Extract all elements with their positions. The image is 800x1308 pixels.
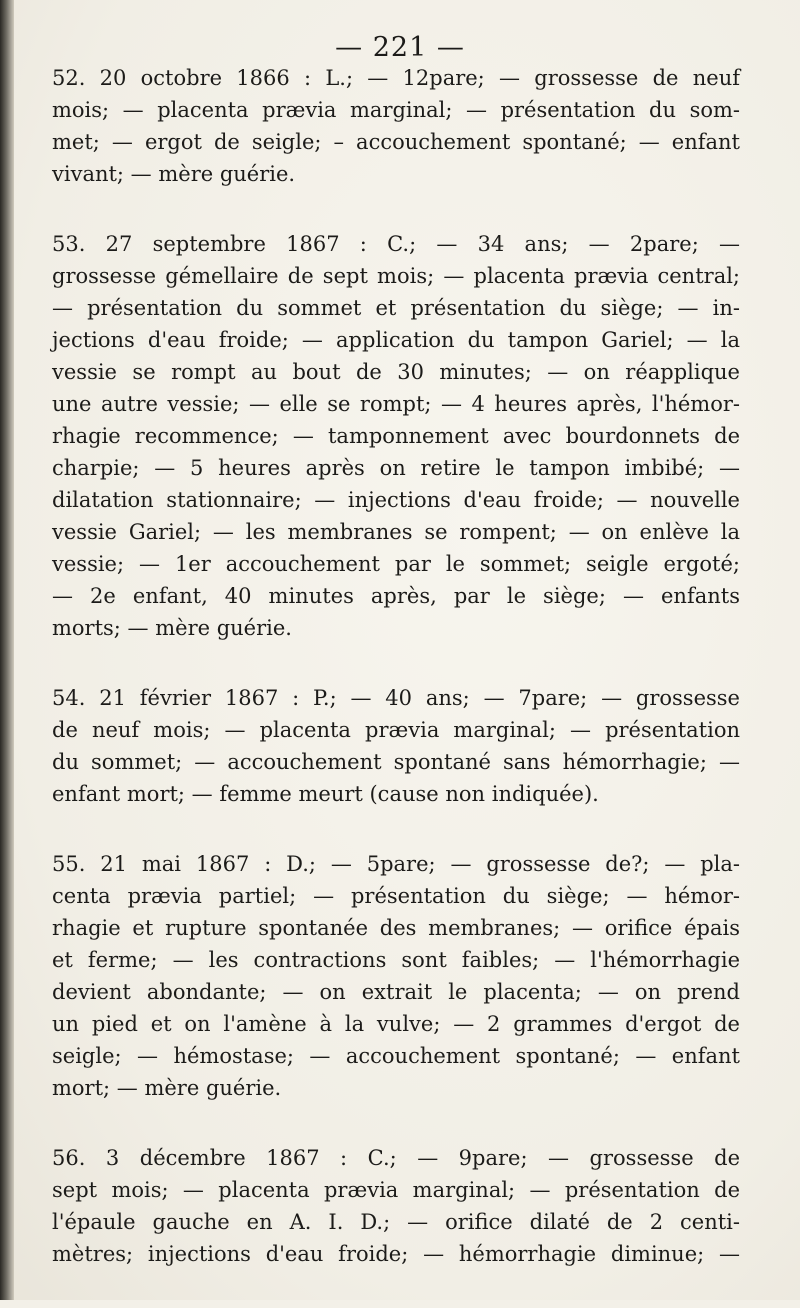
text-line: vessie Gariel; — les membranes se rompent; — on enlève la [52,520,740,544]
text-line: grossesse gémellaire de sept mois; — placenta prævia central; [52,264,740,288]
text-line: 52. 20 octobre 1866 : L.; — 12pare; — grossesse de neuf [52,66,740,90]
text-line: — présentation du sommet et présentation du siège; — in- [52,296,740,320]
text-line: 53. 27 septembre 1867 : C.; — 34 ans; — 2pare; — [52,232,740,256]
case-entry-55 [52,848,740,1104]
text-line: met; — ergot de seigle; – accouchement spontané; — enfant [52,130,740,154]
text-line: seigle; — hémostase; — accouchement spontané; — enfant [52,1044,740,1068]
page-binding-edge [0,0,14,1300]
text-line: morts; — mère guérie. [52,616,292,640]
text-line: mètres; injections d'eau froide; — hémorrhagie diminue; — [52,1242,740,1266]
text-line: mois; — placenta prævia marginal; — présentation du som- [52,98,740,122]
text-line: un pied et on l'amène à la vulve; — 2 grammes d'ergot de [52,1012,740,1036]
page-number: — 221 — [335,32,465,63]
text-line: 55. 21 mai 1867 : D.; — 5pare; — grossesse de?; — pla- [52,852,740,876]
case-entry-56 [52,1142,740,1270]
text-line: — 2e enfant, 40 minutes après, par le siège; — enfants [52,584,740,608]
text-line: charpie; — 5 heures après on retire le tampon imbibé; — [52,456,740,480]
text-line: 54. 21 février 1867 : P.; — 40 ans; — 7pare; — grossesse [52,686,740,710]
text-line: du sommet; — accouchement spontané sans hémorrhagie; — [52,750,740,774]
text-line: vessie se rompt au bout de 30 minutes; — on réapplique [52,360,740,384]
text-line: rhagie et rupture spontanée des membranes; — orifice épais [52,916,740,940]
text-line: jections d'eau froide; — application du tampon Gariel; — la [52,328,740,352]
text-line: 56. 3 décembre 1867 : C.; — 9pare; — grossesse de [52,1146,740,1170]
text-line: sept mois; — placenta prævia marginal; — présentation de [52,1178,740,1202]
text-line: mort; — mère guérie. [52,1076,282,1100]
text-line: rhagie recommence; — tamponnement avec bourdonnets de [52,424,740,448]
text-line: l'épaule gauche en A. I. D.; — orifice dilaté de 2 centi- [52,1210,740,1234]
text-line: enfant mort; — femme meurt (cause non indiquée). [52,782,599,806]
text-line: centa prævia partiel; — présentation du siège; — hémor- [52,884,740,908]
text-line: de neuf mois; — placenta prævia marginal; — présentation [52,718,740,742]
text-line: devient abondante; — on extrait le placenta; — on prend [52,980,740,1004]
text-line: et ferme; — les contractions sont faibles; — l'hémorrhagie [52,948,740,972]
case-entry-53 [52,228,740,644]
case-entry-54 [52,682,740,810]
page-body [52,62,740,1308]
text-line: vivant; — mère guérie. [52,162,296,186]
text-line: dilatation stationnaire; — injections d'eau froide; — nouvelle [52,488,740,512]
case-entry-52 [52,62,740,190]
text-line: vessie; — 1er accouchement par le sommet; seigle ergoté; [52,552,740,576]
text-line: une autre vessie; — elle se rompt; — 4 heures après, l'hémor- [52,392,740,416]
